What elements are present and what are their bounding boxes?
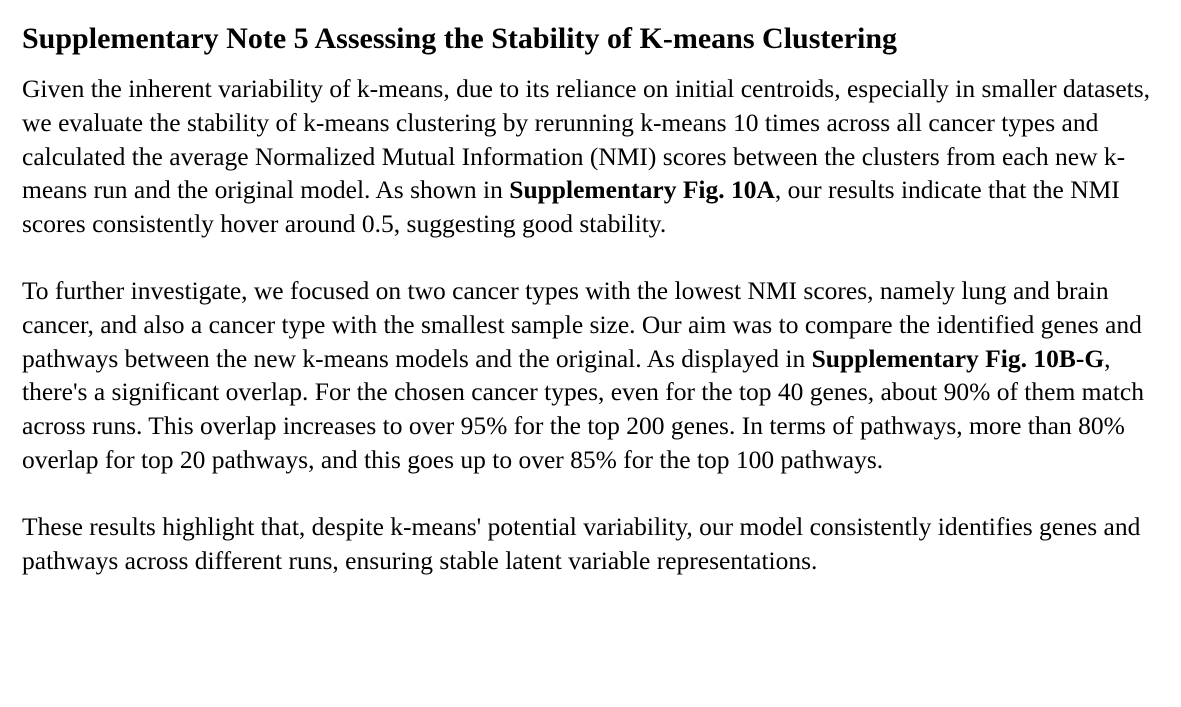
paragraph-1-text-a: Given the inherent variability of k-means, due to its reliance on initial centroids, especially in smaller datasets, we evaluate the stability of k-means clustering by rerunning k-means 10 times across all cancer types and calculated the average Normalized Mutual Information (NMI) scores between the clusters from each new k-means run and the original model. As shown in bbox=[22, 74, 1151, 205]
note-title: Supplementary Note 5 Assessing the Stability of K-means Clustering bbox=[22, 22, 898, 55]
paragraph-1 bbox=[22, 72, 1172, 241]
figure-reference-10b-g: Supplementary Fig. 10B-G bbox=[811, 343, 1105, 373]
paragraph-2 bbox=[22, 274, 1172, 477]
paragraph-2-text-a: To further investigate, we focused on two cancer types with the lowest NMI scores, namely lung and brain cancer, and also a cancer type with the smallest sample size. Our aim was to compare the identified genes and pathways between the new k-means models and the original. As displayed in bbox=[22, 275, 1142, 373]
paragraph-3: These results highlight that, despite k-means' potential variability, our model consistently identifies genes and pathways across different runs, ensuring stable latent variable representations. bbox=[22, 511, 1141, 575]
paragraph-2-text-b: , there's a significant overlap. For the chosen cancer types, even for the top 40 genes, about 90% of them match across runs. This overlap increases to over 95% for the top 200 genes. In terms of pathways, more than 80% overlap for top 20 pathways, and this goes up to over 85% for the top 100 pathways. bbox=[22, 343, 1144, 474]
figure-reference-10a: Supplementary Fig. 10A bbox=[509, 175, 775, 205]
paragraph-1-text-b: , our results indicate that the NMI scores consistently hover around 0.5, suggesting good stability. bbox=[22, 175, 1120, 239]
